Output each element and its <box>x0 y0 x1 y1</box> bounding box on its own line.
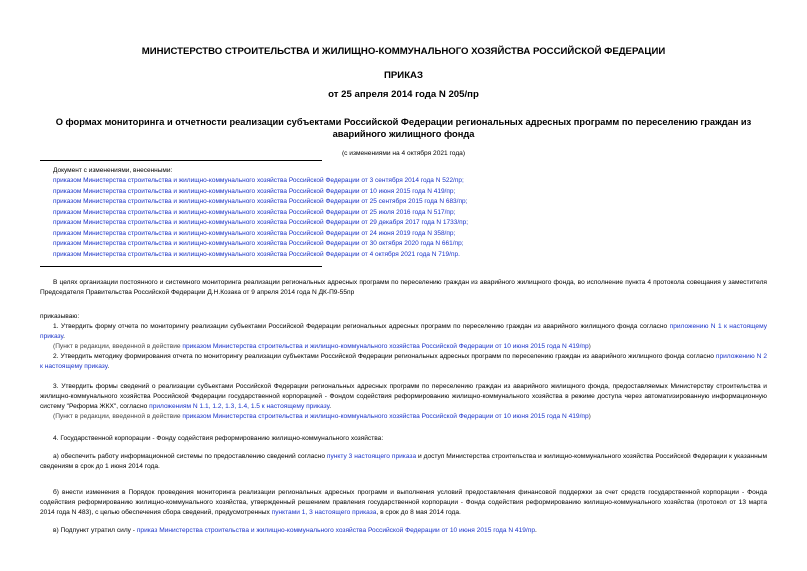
change-link[interactable]: приказом Министерства строительства и жилищно-коммунального хозяйства Российской Федерации от 30 октября 2020 года N 661/пр; <box>53 240 464 248</box>
revision-note: (с изменениями на 4 октября 2021 года) <box>341 150 466 157</box>
appendices-1x-link[interactable]: приложениям N 1.1, 1.2, 1.3, 1.4, 1.5 к настоящему приказу <box>149 402 330 410</box>
paragraph-2: 2. Утвердить методику формирования отчета по мониторингу реализации субъектами Российской Федерации региональных адресных программ по переселению граждан из аварийного жилищного фонда согласно приложению N 2 к настоящему приказу. <box>40 353 767 370</box>
appendix-2-link[interactable]: приложению N 2 к настоящему приказу <box>40 353 767 370</box>
doc-type-heading: ПРИКАЗ <box>384 70 423 81</box>
repeal-order-link[interactable]: приказ Министерства строительства и жилищно-коммунального хозяйства Российской Федерации от 10 июня 2015 года N 419/пр <box>136 527 535 534</box>
order-word: приказываю: <box>40 313 80 320</box>
subparagraph-a: а) обеспечить работу информационной системы по предоставлению сведений согласно пункту 3 настоящего приказа и доступ Министерства строительства и жилищно-коммунального хозяйства Российской Федерации к указанным сведениям в срок до 1 июня 2014 года. <box>40 453 767 470</box>
preamble-paragraph: В целях организации постоянного и системного мониторинга реализации региональных адресных программ по переселению граждан из аварийного жилищного фонда, во исполнение пункта 4 протокола совещания у заместителя Председателя Правительства Российской Федерации Д.Н.Козака от 9 апреля 2014 года N ДК-П9-55пр <box>40 279 767 296</box>
clause-3-link[interactable]: пункту 3 настоящего приказа <box>326 453 417 460</box>
changes-list <box>53 166 468 260</box>
amendment-link[interactable]: приказом Министерства строительства и жилищно-коммунального хозяйства Российской Федерации от 10 июня 2015 года N 419/пр <box>182 343 589 350</box>
appendix-1-link[interactable]: приложению N 1 к настоящему приказу <box>40 323 768 340</box>
document-title: О формах мониторинга и отчетности реализации субъектами Российской Федерации региональных адресных программ по переселению граждан из аварийного жилищного фонда <box>55 117 752 139</box>
change-link[interactable]: приказом Министерства строительства и жилищно-коммунального хозяйства Российской Федерации от 10 июня 2015 года N 419/пр; <box>53 187 456 195</box>
date-number-heading: от 25 апреля 2014 года N 205/пр <box>328 89 479 100</box>
paragraph-1-note: (Пункт в редакции, введенной в действие приказом Министерства строительства и жилищно-коммунального хозяйства Российской Федерации от 10 июня 2015 года N 419/пр) <box>53 343 591 350</box>
paragraph-4: 4. Государственной корпорации - Фонду содействия реформированию жилищно-коммунального хозяйства: <box>53 435 384 442</box>
change-link[interactable]: приказом Министерства строительства и жилищно-коммунального хозяйства Российской Федерации от 29 декабря 2017 года N 1733/пр; <box>53 219 469 227</box>
amendment-link[interactable]: приказом Министерства строительства и жилищно-коммунального хозяйства Российской Федерации от 10 июня 2015 года N 419/пр <box>182 413 589 420</box>
change-link[interactable]: приказом Министерства строительства и жилищно-коммунального хозяйства Российской Федерации от 4 октября 2021 года N 719/пр. <box>53 250 460 258</box>
changes-intro: Документ с изменениями, внесенными: <box>53 167 173 174</box>
ministry-heading: МИНИСТЕРСТВО СТРОИТЕЛЬСТВА И ЖИЛИЩНО-КОММУНАЛЬНОГО ХОЗЯЙСТВА РОССИЙСКОЙ ФЕДЕРАЦИИ <box>141 46 666 57</box>
subparagraph-v: в) Подпункт утратил силу - приказ Министерства строительства и жилищно-коммунального хозяйства Российской Федерации от 10 июня 2015 года N 419/пр. <box>53 527 537 534</box>
divider-top <box>40 160 322 161</box>
change-link[interactable]: приказом Министерства строительства и жилищно-коммунального хозяйства Российской Федерации от 24 июня 2019 года N 358/пр; <box>53 229 456 237</box>
change-link[interactable]: приказом Министерства строительства и жилищно-коммунального хозяйства Российской Федерации от 3 сентября 2014 года N 522/пр; <box>53 177 464 185</box>
divider-bottom <box>40 266 322 267</box>
paragraph-1: 1. Утвердить форму отчета по мониторингу реализации субъектами Российской Федерации региональных адресных программ по переселению граждан из аварийного жилищного фонда согласно приложению N 1 к настоящему приказу. <box>40 323 768 340</box>
paragraph-3: 3. Утвердить формы сведений о реализации субъектами Российской Федерации региональных адресных программ по переселению граждан из аварийного жилищного фонда, предоставляемых Министерству строительства и жилищно-коммунального хозяйства Российской Федерации государственной корпорацией - Фондом содействия реформированию жилищно-коммунального хозяйства в режиме доступа через автоматизированную информационную систему "Реформа ЖКХ", согласно приложениям N 1.1, 1.2, 1.3, 1.4, 1.5 к настоящему приказу. <box>40 383 767 410</box>
change-link[interactable]: приказом Министерства строительства и жилищно-коммунального хозяйства Российской Федерации от 25 июля 2016 года N 517/пр; <box>53 208 456 216</box>
clauses-1-3-link[interactable]: пунктами 1, 3 настоящего приказа <box>271 508 377 516</box>
change-link[interactable]: приказом Министерства строительства и жилищно-коммунального хозяйства Российской Федерации от 25 сентября 2015 года N 683/пр; <box>53 198 468 206</box>
paragraph-3-note: (Пункт в редакции, введенной в действие приказом Министерства строительства и жилищно-коммунального хозяйства Российской Федерации от 10 июня 2015 года N 419/пр) <box>53 413 591 420</box>
subparagraph-b: б) внести изменения в Порядок проведения мониторинга реализации региональных адресных программ и выполнения условий предоставления финансовой поддержки за счет средств государственной корпорации - Фонда содействия реформированию жилищно-коммунального хозяйства, утвержденный решением правления государственной корпорации - Фонда содействия реформированию жилищно-коммунального хозяйства (протокол от 13 марта 2014 года N 483), с целью обеспечения сбора сведений, предусмотренных пунктами 1, 3 настоящего приказа, в срок до 8 мая 2014 года. <box>40 489 767 516</box>
